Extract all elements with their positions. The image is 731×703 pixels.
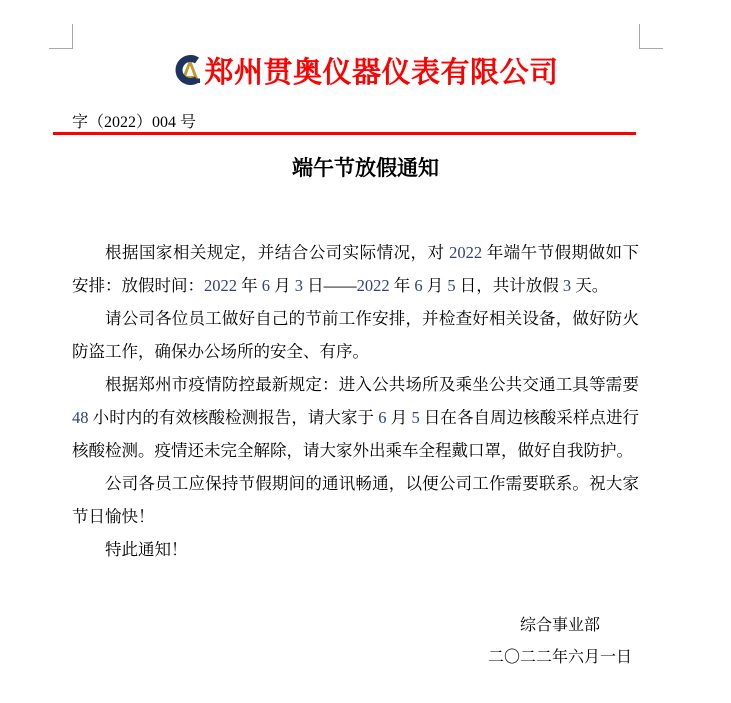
company-header (0, 50, 731, 90)
top-left-margin-mark (49, 24, 73, 49)
body-paragraph: 请公司各位员工做好自己的节前工作安排，并检查好相关设备，做好防火防盗工作，确保办公场所的安全、有序。 (72, 309, 639, 361)
signature-department: 综合事业部 (519, 617, 600, 634)
body-paragraph: 特此通知！ (105, 540, 188, 559)
red-divider-rule (53, 132, 636, 135)
top-right-margin-mark (639, 24, 663, 49)
company-logo-icon (172, 51, 202, 89)
body-paragraph: 根据郑州市疫情防控最新规定：进入公共场所及乘坐公共交通工具等需要 48 小时内的有效核酸检测报告，请大家于 6 月 5 日在各自周边核酸采样点进行核酸检测。疫情还未完全解除，请大家外出乘车全程戴口罩，做好自我防护。 (72, 375, 640, 460)
body-paragraph: 根据国家相关规定，并结合公司实际情况，对 2022 年端午节假期做如下安排：放假时间：2022 年 6 月 3 日——2022 年 6 月 5 日，共计放假 3 天。 (72, 243, 640, 295)
body-paragraph: 公司各员工应保持节假期间的通讯畅通，以便公司工作需要联系。祝大家节日愉快！ (72, 474, 639, 526)
doc-number: 字（2022）004 号 (72, 114, 197, 131)
signature-date: 二〇二二年六月一日 (487, 649, 632, 666)
page-title: 端午节放假通知 (292, 156, 439, 180)
document-body (72, 236, 639, 566)
company-name: 郑州贯奥仪器仪表有限公司 (204, 56, 559, 89)
signature-block (470, 610, 650, 674)
